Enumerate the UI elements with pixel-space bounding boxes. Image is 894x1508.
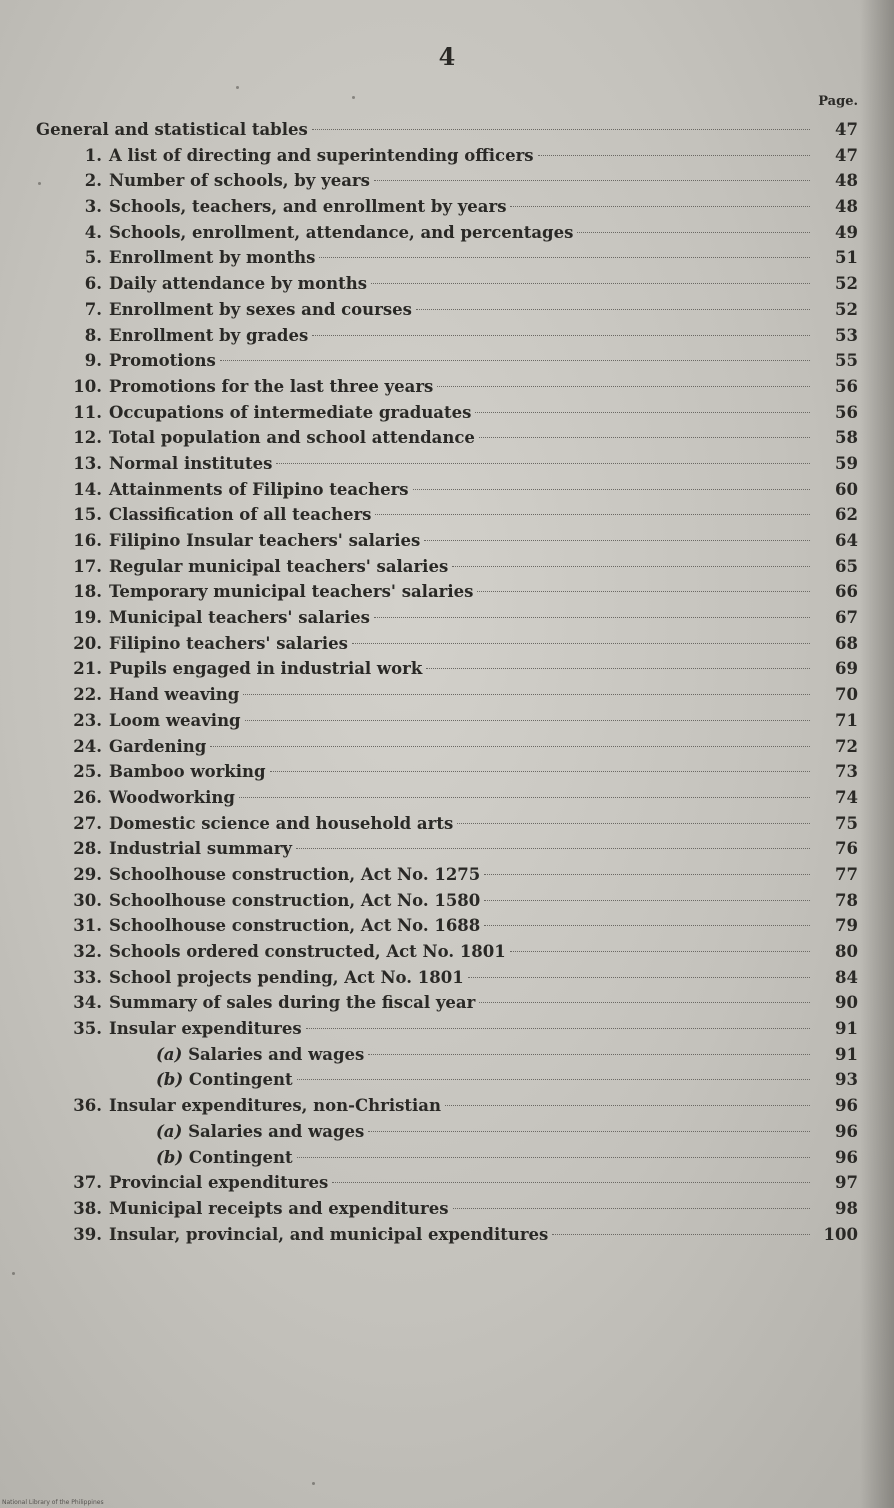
toc-entry-title: Summary of sales during the fiscal year: [109, 993, 476, 1013]
toc-entry-page: 47: [835, 145, 858, 165]
dot-leader: [312, 129, 810, 130]
toc-entry-number: 11.: [73, 402, 102, 422]
toc-entry-page: 52: [835, 299, 858, 319]
dot-leader: [445, 1105, 810, 1106]
dot-leader: [484, 874, 810, 875]
toc-entry: [0, 682, 894, 708]
toc-entry-page: 90: [835, 993, 858, 1013]
toc-entry-label: [0, 374, 433, 400]
toc-entry-page: 67: [835, 608, 858, 628]
toc-entry-label: [0, 1170, 328, 1196]
toc-entry-label: [0, 1196, 449, 1222]
toc-entry-number: 6.: [84, 274, 102, 294]
toc-entry: [0, 143, 894, 169]
toc-entry-label: [0, 502, 371, 528]
dot-leader: [368, 1131, 810, 1132]
toc-entry-page: 60: [835, 479, 858, 499]
toc-entry: [0, 836, 894, 862]
toc-entry-title: General and statistical tables: [36, 120, 308, 139]
toc-entry-number: 15.: [73, 505, 102, 525]
toc-entry-page: 51: [835, 248, 858, 268]
toc-entry-number: 4.: [84, 222, 102, 242]
toc-entry: [0, 759, 894, 785]
dot-leader: [371, 283, 810, 284]
dot-leader: [477, 591, 810, 592]
dot-leader: [368, 1054, 810, 1055]
toc-entry-label: [0, 348, 216, 374]
toc-entry-page: 69: [835, 659, 858, 679]
dot-leader: [452, 566, 810, 567]
toc-entry-label: [0, 759, 266, 785]
toc-entry-label: [0, 1093, 441, 1119]
scan-speck: [12, 1272, 15, 1275]
toc-entry-page: 73: [835, 762, 858, 782]
toc-entry: [0, 888, 894, 914]
dot-leader: [437, 386, 810, 387]
toc-entry-title: Insular expenditures, non-Christian: [109, 1096, 441, 1116]
toc-entry-label: [0, 400, 471, 426]
toc-entry: [0, 1145, 894, 1171]
toc-entry: [0, 451, 894, 477]
toc-entry-label: [0, 220, 573, 246]
dot-leader: [332, 1182, 810, 1183]
toc-entry-label: [0, 1145, 293, 1171]
toc-entry: [0, 785, 894, 811]
toc-entry-title: Salaries and wages: [188, 1044, 365, 1064]
toc-entry-title: Regular municipal teachers' salaries: [109, 556, 449, 576]
toc-entry-title: Industrial summary: [109, 839, 292, 859]
toc-entry: [0, 168, 894, 194]
toc-entry-label: [0, 811, 453, 837]
scan-speck: [352, 96, 355, 99]
table-of-contents: [0, 117, 894, 1247]
toc-entry: [0, 400, 894, 426]
toc-entry-number: 10.: [73, 376, 102, 396]
toc-entry-page: 91: [835, 1019, 858, 1039]
dot-leader: [296, 848, 810, 849]
dot-leader: [468, 977, 810, 978]
toc-entry-page: 91: [835, 1044, 858, 1064]
dot-leader: [352, 643, 810, 644]
toc-entry-number: 2.: [84, 171, 102, 191]
dot-leader: [297, 1157, 810, 1158]
toc-entry-page: 66: [835, 582, 858, 602]
toc-entry: [0, 220, 894, 246]
dot-leader: [484, 925, 810, 926]
toc-entry-label: [0, 117, 308, 143]
dot-leader: [577, 232, 810, 233]
toc-entry-number: 25.: [73, 762, 102, 782]
toc-entry-title: Municipal teachers' salaries: [109, 608, 370, 628]
toc-entry-title: Schoolhouse construction, Act No. 1688: [109, 916, 481, 936]
toc-entry-label: [0, 194, 506, 220]
toc-entry-title: Contingent: [188, 1070, 293, 1090]
toc-entry: [0, 939, 894, 965]
toc-entry-page: 52: [835, 274, 858, 294]
dot-leader: [510, 206, 810, 207]
toc-entry-title: Temporary municipal teachers' salaries: [109, 582, 474, 602]
toc-entry-number: 13.: [73, 453, 102, 473]
toc-entry-label: [0, 554, 448, 580]
toc-entry-title: Municipal receipts and expenditures: [109, 1198, 449, 1218]
toc-entry-label: [0, 939, 506, 965]
toc-entry-title: Occupations of intermediate graduates: [109, 402, 472, 422]
toc-entry-title: Gardening: [109, 736, 207, 756]
dot-leader: [479, 437, 810, 438]
toc-entry-number: 18.: [73, 582, 102, 602]
toc-entry-title: Domestic science and household arts: [109, 813, 454, 833]
toc-entry-label: [0, 605, 370, 631]
toc-entry-title: Daily attendance by months: [109, 274, 368, 294]
toc-entry-number: 19.: [73, 608, 102, 628]
toc-entry-number: (a): [156, 1044, 183, 1064]
toc-entry-title: Filipino teachers' salaries: [109, 633, 348, 653]
toc-entry-title: Enrollment by sexes and courses: [109, 299, 412, 319]
toc-entry-number: (b): [156, 1070, 184, 1090]
toc-entry-number: (b): [156, 1147, 184, 1167]
toc-entry: [0, 554, 894, 580]
toc-entry-title: Normal institutes: [109, 453, 273, 473]
toc-entry-page: 84: [835, 967, 858, 987]
dot-leader: [270, 771, 810, 772]
dot-leader: [319, 257, 810, 258]
toc-entry-title: Enrollment by grades: [109, 325, 309, 345]
toc-entry: [0, 528, 894, 554]
toc-entry-label: [0, 631, 348, 657]
dot-leader: [245, 720, 810, 721]
dot-leader: [413, 489, 810, 490]
toc-entry: [0, 811, 894, 837]
page-number: 4: [438, 42, 456, 71]
toc-entry: [0, 502, 894, 528]
toc-entry-page: 59: [835, 453, 858, 473]
dot-leader: [424, 540, 810, 541]
toc-entry-label: [0, 656, 422, 682]
dot-leader: [426, 668, 810, 669]
dot-leader: [457, 823, 810, 824]
dot-leader: [306, 1028, 810, 1029]
toc-entry-page: 55: [835, 351, 858, 371]
toc-entry-title: Attainments of Filipino teachers: [109, 479, 409, 499]
toc-entry-label: [0, 734, 206, 760]
toc-entry-label: [0, 528, 420, 554]
toc-entry-label: [0, 862, 480, 888]
toc-entry-label: [0, 888, 480, 914]
toc-entry-number: 23.: [73, 710, 102, 730]
toc-entry-number: 37.: [73, 1173, 102, 1193]
toc-entry-label: [0, 143, 534, 169]
toc-entry-title: Insular, provincial, and municipal expenditures: [109, 1224, 549, 1244]
toc-entry-number: 22.: [73, 685, 102, 705]
toc-entry-title: Woodworking: [109, 787, 235, 807]
toc-entry: [0, 477, 894, 503]
toc-entry-page: 70: [835, 685, 858, 705]
toc-entry-page: 74: [835, 787, 858, 807]
toc-entry-page: 96: [835, 1121, 858, 1141]
toc-entry-page: 48: [835, 171, 858, 191]
toc-entry: [0, 656, 894, 682]
toc-entry-title: A list of directing and superintending officers: [109, 145, 534, 165]
toc-entry-label: [0, 1016, 302, 1042]
toc-entry-title: Bamboo working: [109, 762, 266, 782]
toc-entry-number: 30.: [73, 890, 102, 910]
toc-entry-label: [0, 682, 239, 708]
toc-entry-label: [0, 1042, 364, 1068]
toc-entry: [0, 862, 894, 888]
toc-entry: [0, 245, 894, 271]
dot-leader: [416, 309, 810, 310]
page-column-header: Page.: [818, 94, 858, 109]
toc-entry-label: [0, 708, 241, 734]
toc-entry-title: Promotions: [109, 351, 216, 371]
toc-entry-title: Contingent: [188, 1147, 293, 1167]
toc-entry-title: Schools, teachers, and enrollment by years: [109, 197, 507, 217]
dot-leader: [375, 514, 810, 515]
toc-entry-label: [0, 913, 480, 939]
toc-entry-page: 48: [835, 197, 858, 217]
toc-entry-label: [0, 836, 292, 862]
toc-entry-label: [0, 1067, 293, 1093]
toc-entry-page: 64: [835, 531, 858, 550]
dot-leader: [297, 1079, 810, 1080]
toc-entry-title: Pupils engaged in industrial work: [109, 659, 423, 679]
toc-entry: [0, 323, 894, 349]
toc-entry-page: 93: [835, 1070, 858, 1090]
toc-entry-number: 35.: [73, 1019, 102, 1039]
toc-entry: [0, 579, 894, 605]
scan-speck: [312, 1482, 315, 1485]
toc-entry-number: 5.: [84, 248, 102, 268]
toc-entry-number: 31.: [73, 916, 102, 936]
toc-entry-page: 58: [835, 428, 858, 448]
toc-entry-label: [0, 297, 412, 323]
toc-entry-title: Promotions for the last three years: [109, 376, 434, 396]
toc-entry-label: [0, 785, 235, 811]
dot-leader: [484, 900, 810, 901]
toc-entry-page: 65: [835, 556, 858, 576]
toc-entry-title: Filipino Insular teachers' salaries: [109, 531, 421, 550]
footer-watermark: National Library of the Philippines: [2, 1499, 104, 1506]
toc-entry-number: 12.: [73, 428, 102, 448]
toc-entry-title: Hand weaving: [109, 685, 240, 705]
toc-entry-title: Classification of all teachers: [109, 505, 372, 525]
toc-entry-number: 39.: [73, 1224, 102, 1244]
scan-speck: [236, 86, 239, 89]
toc-entry: [0, 1093, 894, 1119]
toc-entry-label: [0, 965, 464, 991]
toc-entry-number: 20.: [73, 633, 102, 653]
toc-entry-title: Schools ordered constructed, Act No. 1801: [109, 942, 506, 961]
toc-entry-page: 56: [835, 402, 858, 422]
toc-entry-number: 7.: [84, 299, 102, 319]
toc-entry-label: [0, 451, 272, 477]
toc-entry-label: [0, 245, 315, 271]
toc-entry: [0, 348, 894, 374]
toc-entry-page: 71: [835, 710, 858, 730]
toc-entry-number: 8.: [84, 325, 102, 345]
toc-entry-label: [0, 168, 370, 194]
toc-entry-label: [0, 323, 308, 349]
dot-leader: [552, 1234, 810, 1235]
dot-leader: [276, 463, 810, 464]
toc-entry: [0, 194, 894, 220]
toc-entry: [0, 374, 894, 400]
toc-entry-title: Schools, enrollment, attendance, and percentages: [109, 222, 574, 242]
toc-entry-page: 53: [835, 325, 858, 345]
dot-leader: [374, 617, 810, 618]
toc-entry-number: (a): [156, 1121, 183, 1141]
toc-entry-page: 100: [823, 1224, 858, 1244]
toc-entry-page: 75: [835, 813, 858, 833]
toc-entry-number: 29.: [73, 864, 102, 884]
toc-entry: [0, 271, 894, 297]
toc-entry: [0, 1016, 894, 1042]
toc-entry-title: Total population and school attendance: [109, 428, 475, 448]
dot-leader: [479, 1002, 810, 1003]
toc-entry: [0, 913, 894, 939]
toc-entry-page: 49: [835, 222, 858, 242]
toc-entry-title: Provincial expenditures: [109, 1173, 329, 1193]
toc-entry-number: 24.: [73, 736, 102, 756]
toc-entry-page: 96: [835, 1096, 858, 1116]
toc-entry-title: Enrollment by months: [109, 248, 316, 268]
toc-entry-page: 56: [835, 376, 858, 396]
toc-entry-title: Number of schools, by years: [109, 171, 370, 191]
toc-entry: [0, 965, 894, 991]
toc-entry: [0, 1119, 894, 1145]
toc-entry-page: 68: [835, 633, 858, 653]
toc-entry-number: 27.: [73, 813, 102, 833]
dot-leader: [453, 1208, 810, 1209]
dot-leader: [220, 360, 810, 361]
toc-entry-title: Insular expenditures: [109, 1019, 302, 1039]
toc-entry: [0, 990, 894, 1016]
toc-entry-number: 33.: [73, 967, 102, 987]
scan-speck: [38, 182, 41, 185]
toc-entry-number: 34.: [73, 993, 102, 1013]
toc-entry-label: [0, 1222, 548, 1248]
toc-entry-page: 78: [835, 890, 858, 910]
toc-entry-number: 26.: [73, 787, 102, 807]
toc-entry-label: [0, 990, 475, 1016]
toc-entry-page: 79: [835, 916, 858, 936]
toc-entry-number: 36.: [73, 1096, 102, 1116]
dot-leader: [475, 412, 810, 413]
dot-leader: [312, 335, 810, 336]
toc-entry-label: [0, 579, 473, 605]
toc-entry: [0, 1222, 894, 1248]
toc-entry: [0, 1196, 894, 1222]
toc-entry: [0, 1042, 894, 1068]
toc-entry-page: 72: [835, 736, 858, 756]
toc-entry-page: 80: [835, 942, 858, 961]
toc-entry-page: 98: [835, 1198, 858, 1218]
toc-entry-number: 38.: [73, 1198, 102, 1218]
toc-entry: [0, 297, 894, 323]
toc-entry-title: Salaries and wages: [188, 1121, 365, 1141]
toc-entry-number: 3.: [84, 197, 102, 217]
toc-entry-page: 62: [835, 505, 858, 525]
toc-entry-number: 9.: [84, 351, 102, 371]
dot-leader: [374, 180, 810, 181]
toc-entry-number: 16.: [73, 531, 102, 550]
toc-entry: [0, 734, 894, 760]
dot-leader: [538, 155, 810, 156]
toc-entry-number: 17.: [73, 556, 102, 576]
toc-entry: [0, 425, 894, 451]
toc-entry-label: [0, 271, 367, 297]
toc-entry: [0, 708, 894, 734]
dot-leader: [239, 797, 810, 798]
toc-entry-page: 47: [835, 120, 858, 139]
toc-entry-title: Schoolhouse construction, Act No. 1275: [109, 864, 481, 884]
toc-entry-page: 77: [835, 864, 858, 884]
toc-entry-number: 28.: [73, 839, 102, 859]
toc-entry: [0, 1170, 894, 1196]
toc-entry: [0, 631, 894, 657]
toc-entry-title: Loom weaving: [109, 710, 241, 730]
toc-entry: [0, 117, 894, 143]
toc-entry-title: Schoolhouse construction, Act No. 1580: [109, 890, 481, 910]
toc-entry-label: [0, 1119, 364, 1145]
toc-entry: [0, 605, 894, 631]
toc-entry-label: [0, 425, 475, 451]
toc-entry-title: School projects pending, Act No. 1801: [109, 967, 464, 987]
dot-leader: [243, 694, 810, 695]
toc-entry-page: 96: [835, 1147, 858, 1167]
dot-leader: [210, 746, 810, 747]
toc-entry: [0, 1067, 894, 1093]
toc-entry-number: 14.: [73, 479, 102, 499]
toc-entry-number: 32.: [73, 942, 102, 961]
toc-entry-page: 76: [835, 839, 858, 859]
toc-entry-label: [0, 477, 409, 503]
toc-entry-page: 97: [835, 1173, 858, 1193]
dot-leader: [510, 951, 810, 952]
toc-entry-number: 21.: [73, 659, 102, 679]
toc-entry-number: 1.: [84, 145, 102, 165]
